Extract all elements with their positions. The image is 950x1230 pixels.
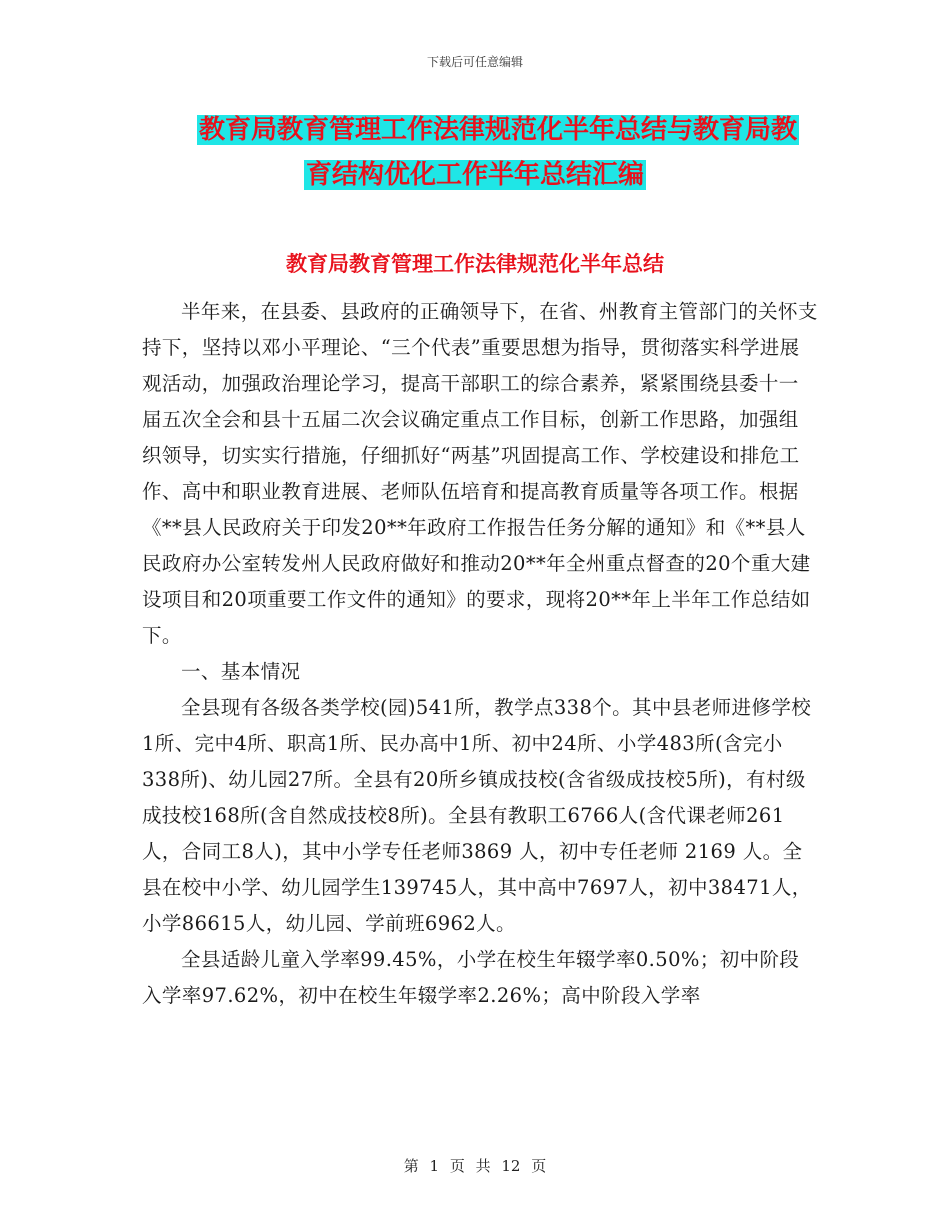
body-text [142,294,818,1014]
title-line-2: 育结构优化工作半年总结汇编 [305,160,644,190]
section-heading-basic: 一、基本情况 [181,660,301,683]
document-title [0,108,950,198]
paragraph-intro: 半年来，在县委、县政府的正确领导下，在省、州教育主管部门的关怀支持下，坚持以邓小平理论、“三个代表”重要思想为指导，贯彻落实科学进展观活动，加强政治理论学习，提高干部职工的综合素养，紧紧围绕县委十一届五次全会和县十五届二次会议确定重点工作目标，创新工作思路，加强组织领导，切实实行措施，仔细抓好“两基”巩固提高工作、学校建设和排危工作、高中和职业教育进展、老师队伍培育和提高教育质量等各项工作。根据《**县人民政府关于印发20**年政府工作报告任务分解的通知》和《**县人民政府办公室转发州人民政府做好和推动20**年全州重点督查的20个重大建设项目和20项重要工作文件的通知》的要求，现将20**年上半年工作总结如下。 [142,300,818,647]
header-note: 下载后可任意编辑 [426,55,523,69]
paragraph-schools: 全县现有各级各类学校(园)541所，教学点338个。其中县老师进修学校1所、完中4所、职高1所、民办高中1所、初中24所、小学483所(含完小338所)、幼儿园27所。全县有20所乡镇成技校(含省级成技校5所)，有村级成技校168所(含自然成技校8所)。全县有教职工6766人(含代课老师261人，合同工8人)，其中小学专任老师3869 人，初中专任老师 2169 人。全县在校中小学、幼儿园学生139745人，其中高中7697人，初中38471人，小学86615人，幼儿园、学前班6962人。 [142,696,812,935]
title-line-1: 教育局教育管理工作法律规范化半年总结与教育局教 [198,115,797,145]
page-footer: 第 1 页 共 12 页 [403,1157,547,1175]
section-title: 教育局教育管理工作法律规范化半年总结 [286,252,664,276]
paragraph-rates: 全县适龄儿童入学率99.45%，小学在校生年辍学率0.50%；初中阶段入学率97.62%，初中在校生年辍学率2.26%；高中阶段入学率 [142,948,800,1007]
